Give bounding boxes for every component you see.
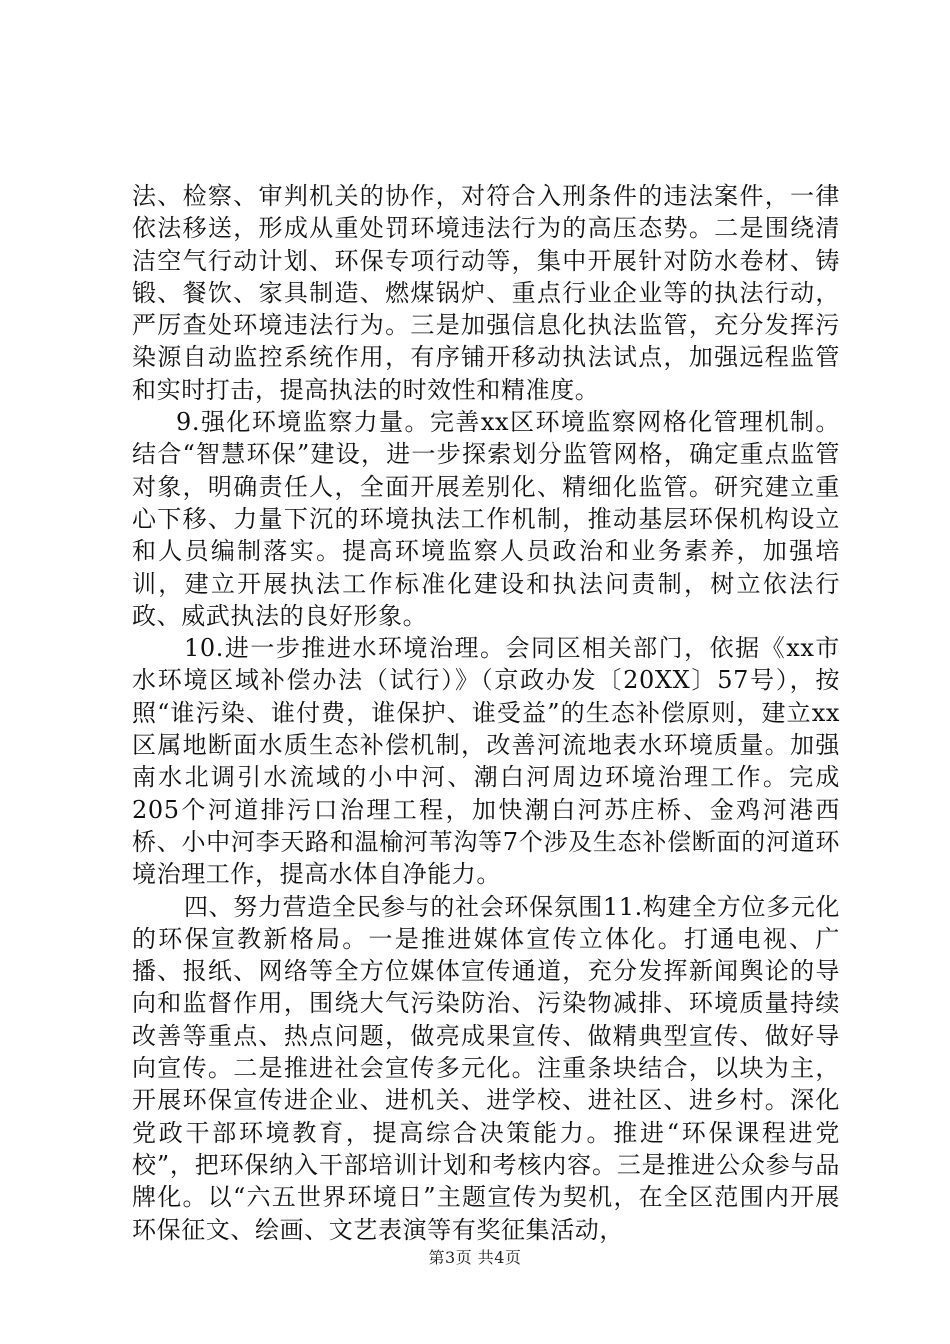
- paragraph-section-4: 四、努力营造全民参与的社会环保氛围11.构建全方位多元化的环保宣教新格局。一是推进媒体宣传立体化。打通电视、广播、报纸、网络等全方位媒体宣传通道，充分发挥新闻舆论的导向和监督作用，围绕大气污染防治、污染物减排、环境质量持续改善等重点、热点问题，做亮成果宣传、做精典型宣传、做好导向宣传。二是推进社会宣传多元化。注重条块结合，以块为主，开展环保宣传进企业、进机关、进学校、进社区、进乡村。深化党政干部环境教育，提高综合决策能力。推进“环保课程进党校”，把环保纳入干部培训计划和考核内容。三是推进公众参与品牌化。以“六五世界环境日”主题宣传为契机，在全区范围内开展环保征文、绘画、文艺表演等有奖征集活动，: [132, 892, 840, 1244]
- paragraph-item-9: 9.强化环境监察力量。完善xx区环境监察网格化管理机制。结合“智慧环保”建设，进一步探索划分监管网格，确定重点监管对象，明确责任人，全面开展差别化、精细化监管。研究建立重心下移、力量下沉的环境执法工作机制，推动基层环保机构设立和人员编制落实。提高环境监察人员政治和业务素养，加强培训，建立开展执法工作标准化建设和执法问责制，树立依法行政、威武执法的良好形象。: [132, 408, 840, 630]
- document-body: [132, 180, 840, 1246]
- paragraph-enforcement-continued: 法、检察、审判机关的协作，对符合入刑条件的违法案件，一律依法移送，形成从重处罚环境违法行为的高压态势。二是围绕清洁空气行动计划、环保专项行动等，集中开展针对防水卷材、铸锻、餐饮、家具制造、燃煤锅炉、重点行业企业等的执法行动，严厉查处环境违法行为。三是加强信息化执法监管，充分发挥污染源自动监控系统作用，有序铺开移动执法试点，加强远程监管和实时打击，提高执法的时效性和精准度。: [132, 182, 840, 404]
- page-footer: 第3页 共4页: [428, 1248, 522, 1267]
- paragraph-item-10: 10.进一步推进水环境治理。会同区相关部门，依据《xx市水环境区域补偿办法（试行）》（京政办发〔20XX〕57号），按照“谁污染、谁付费，谁保护、谁受益”的生态补偿原则，建立xx区属地断面水质生态补偿机制，改善河流地表水环境质量。加强南水北调引水流域的小中河、潮白河周边环境治理工作。完成205个河道排污口治理工程，加快潮白河苏庄桥、金鸡河港西桥、小中河李天路和温榆河苇沟等7个涉及生态补偿断面的河道环境治理工作，提高水体自净能力。: [132, 634, 840, 889]
